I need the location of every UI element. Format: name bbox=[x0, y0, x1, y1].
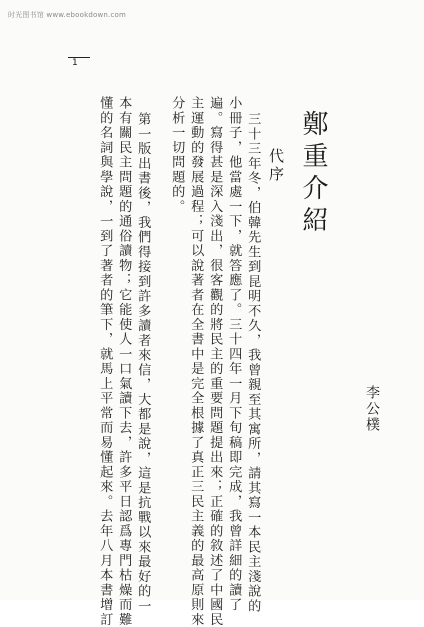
body-column: 第一版出書後，我們得接到許多讀者來信，大都是說，這是抗戰以來最好的一 bbox=[135, 112, 151, 614]
page-number: 1 bbox=[72, 58, 78, 68]
body-column: 三十三年冬，伯韓先生到昆明不久，我曾親至其寓所，請其寫一本民主淺說的 bbox=[245, 112, 261, 614]
body-column: 懂的名詞與學說，一到了著者的筆下，就馬上平常而易懂起來。去年八月本書增訂 bbox=[97, 96, 113, 627]
author-name: 李公樸 bbox=[364, 385, 380, 433]
body-column: 小冊子，他當處一下，就答應了。三十四年一月下旬稿即完成，我曾詳細的讀了 bbox=[226, 96, 242, 613]
document-title: 鄭重介紹 bbox=[298, 110, 328, 238]
body-column: 主運動的發展過程；可以說著者在全書中是完全根據了真正三民主義的最高原則來 bbox=[188, 96, 204, 627]
watermark: 时光图书馆 www.ebookdown.com bbox=[8, 11, 127, 19]
document-subtitle: 代序 bbox=[267, 148, 285, 184]
body-column: 本有關民主問題的通俗讀物；它能使人一口氣讀下去，許多平日認爲專門枯燥而難 bbox=[116, 96, 132, 627]
body-column: 分析一切問題的。 bbox=[169, 96, 185, 214]
body-column: 遍。寫得甚是深入淺出，很客觀的將民主的重要問題提出來；正確的敘述了中國民 bbox=[207, 96, 223, 627]
